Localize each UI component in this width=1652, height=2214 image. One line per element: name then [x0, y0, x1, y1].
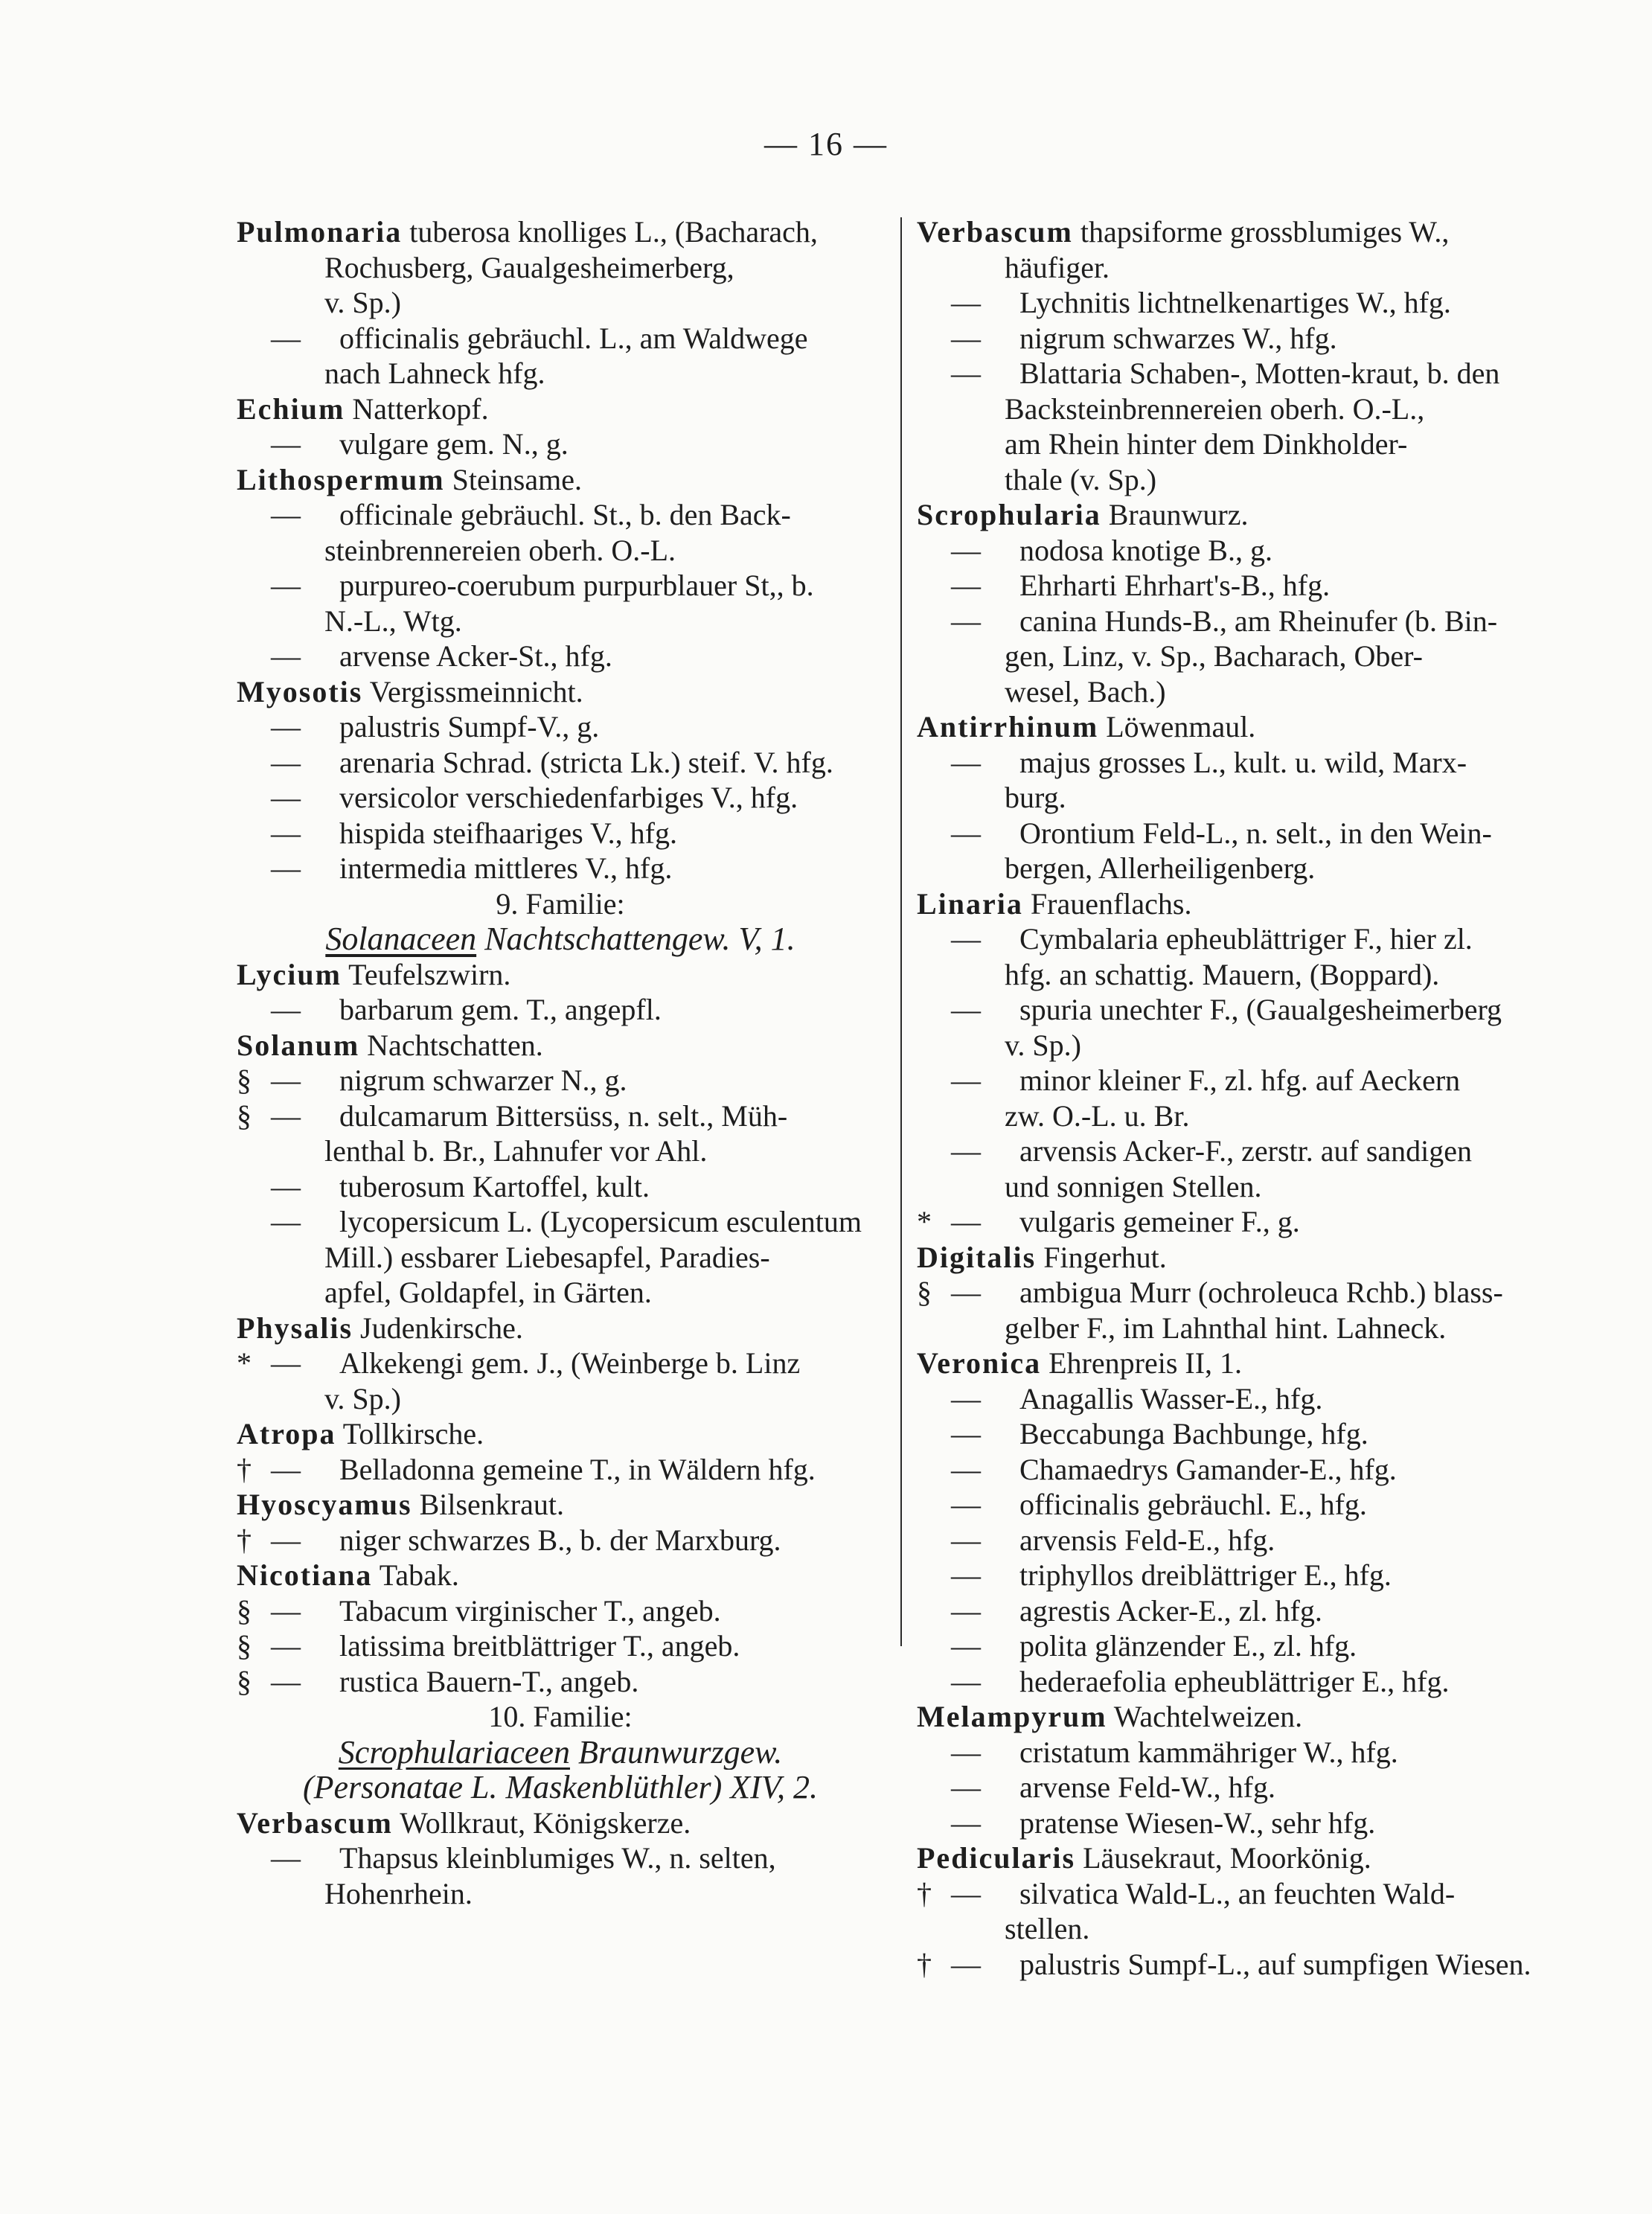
- species-text: arvense Acker-St., hfg.: [339, 639, 612, 673]
- dash-mark: —: [271, 639, 301, 673]
- species-entry: [917, 285, 1572, 321]
- genus-entry: [917, 1346, 1572, 1381]
- species-text: lycopersicum L. (Lycopersicum esculentum: [339, 1205, 862, 1238]
- family-subtitle: Braunwurzgew.: [569, 1734, 783, 1770]
- dash-mark: —: [951, 1276, 981, 1309]
- continuation-line: burg.: [1005, 781, 1066, 814]
- species-text: hederaefolia epheublättriger E., hfg.: [1019, 1664, 1450, 1698]
- dash-mark: —: [951, 569, 981, 602]
- dash-mark: —: [951, 816, 981, 850]
- continuation-line: lenthal b. Br., Lahnufer vor Ahl.: [324, 1134, 708, 1168]
- genus-entry: [917, 709, 1572, 745]
- genus-name: Nicotiana: [237, 1558, 373, 1592]
- dash-mark: —: [951, 1664, 981, 1698]
- common-name: Nachtschatten.: [359, 1028, 543, 1062]
- species-entry: [917, 1664, 1572, 1700]
- right-column: [917, 214, 1572, 1982]
- continuation-line: steinbrennereien oberh. O.-L.: [324, 533, 676, 567]
- genus-name: Digitalis: [917, 1240, 1037, 1274]
- common-name: Löwenmaul.: [1098, 710, 1256, 743]
- continuation-line: gen, Linz, v. Sp., Bacharach, Ober-: [1005, 639, 1423, 673]
- species-text: triphyllos dreiblättriger E., hfg.: [1019, 1558, 1392, 1592]
- page-number: — 16 —: [764, 126, 888, 162]
- common-name: tuberosa knolliges L., (Bacharach,: [402, 215, 818, 249]
- dash-mark: —: [951, 1629, 981, 1663]
- common-name: Frauenflachs.: [1022, 886, 1192, 921]
- dash-mark: —: [271, 1098, 301, 1133]
- species-entry: [237, 1204, 884, 1240]
- species-entry: [237, 1628, 884, 1664]
- species-entry: [917, 1876, 1572, 1912]
- genus-name: Antirrhinum: [917, 710, 1099, 743]
- species-entry: [237, 780, 884, 816]
- common-name: Judenkirsche.: [353, 1311, 523, 1345]
- continuation-line: zw. O.-L. u. Br.: [1005, 1098, 1190, 1133]
- species-text: palustris Sumpf-L., auf sumpfigen Wiesen.: [1019, 1947, 1531, 1981]
- genus-entry: [237, 1416, 884, 1452]
- status-mark: †: [917, 1876, 932, 1910]
- genus-entry: [237, 1558, 884, 1593]
- common-name: Wollkraut, Königskerze.: [392, 1805, 691, 1840]
- species-entry: [917, 1416, 1572, 1452]
- continuation-line: am Rhein hinter dem Dinkholder-: [1005, 427, 1408, 461]
- status-mark: §: [917, 1276, 932, 1309]
- species-text: Lychnitis lichtnelkenartiges W., hfg.: [1019, 286, 1451, 319]
- species-text: Tabacum virginischer T., angeb.: [339, 1593, 721, 1628]
- species-text: silvatica Wald-L., an feuchten Wald-: [1019, 1876, 1456, 1910]
- dash-mark: —: [951, 286, 981, 319]
- species-entry: [237, 1098, 884, 1134]
- species-entry: [917, 1452, 1572, 1488]
- status-mark: §: [237, 1629, 252, 1663]
- status-mark: §: [237, 1593, 252, 1628]
- family-heading: 9. Familie:: [496, 886, 625, 921]
- continuation-line: hfg. an schattig. Mauern, (Boppard).: [1005, 957, 1440, 991]
- species-entry: [237, 497, 884, 533]
- genus-entry: [237, 1487, 884, 1523]
- species-entry: [237, 1346, 884, 1381]
- dash-mark: —: [951, 1417, 981, 1450]
- species-text: nigrum schwarzes W., hfg.: [1019, 321, 1337, 355]
- dash-mark: —: [951, 1134, 981, 1168]
- dash-mark: —: [951, 993, 981, 1026]
- species-text: Cymbalaria epheublättriger F., hier zl.: [1019, 922, 1473, 956]
- species-entry: [917, 533, 1572, 569]
- species-text: officinalis gebräuchl. L., am Waldwege: [339, 321, 808, 355]
- genus-name: Atropa: [237, 1417, 336, 1450]
- species-text: arenaria Schrad. (stricta Lk.) steif. V. hfg.: [339, 745, 833, 779]
- species-text: agrestis Acker-E., zl. hfg.: [1019, 1593, 1322, 1628]
- species-text: barbarum gem. T., angepfl.: [339, 993, 662, 1026]
- species-entry: [917, 1204, 1572, 1240]
- status-mark: *: [237, 1346, 252, 1380]
- species-entry: [237, 816, 884, 851]
- species-entry: [917, 321, 1572, 356]
- dash-mark: —: [271, 498, 301, 531]
- dash-mark: —: [951, 1381, 981, 1415]
- genus-name: Myosotis: [237, 674, 363, 708]
- species-text: ambigua Murr (ochroleuca Rchb.) blass-: [1019, 1276, 1503, 1309]
- species-text: hispida steifhaariges V., hfg.: [339, 816, 678, 850]
- species-text: Chamaedrys Gamander-E., hfg.: [1019, 1452, 1397, 1486]
- genus-entry: [917, 1840, 1572, 1876]
- family-name: Scrophulariaceen: [338, 1734, 570, 1770]
- continuation-line: v. Sp.): [324, 286, 401, 319]
- dash-mark: —: [951, 1876, 981, 1910]
- dash-mark: —: [951, 1947, 981, 1981]
- species-entry: [917, 1063, 1572, 1098]
- species-entry: [917, 1275, 1572, 1311]
- common-name: Natterkopf.: [345, 391, 489, 426]
- dash-mark: —: [271, 1169, 301, 1203]
- species-text: officinale gebräuchl. St., b. den Back-: [339, 498, 791, 531]
- genus-entry: [917, 1240, 1572, 1276]
- dash-mark: —: [271, 745, 301, 779]
- family-heading: 10. Familie:: [488, 1700, 633, 1733]
- continuation-line: häufiger.: [1005, 250, 1110, 284]
- genus-entry: [237, 1805, 884, 1841]
- dash-mark: —: [271, 1346, 301, 1380]
- dash-mark: —: [271, 1523, 301, 1557]
- species-text: Anagallis Wasser-E., hfg.: [1019, 1381, 1323, 1415]
- species-entry: [237, 1452, 884, 1488]
- common-name: Ehrenpreis II, 1.: [1041, 1346, 1243, 1380]
- dash-mark: —: [951, 1770, 981, 1804]
- species-entry: [917, 1558, 1572, 1593]
- species-text: majus grosses L., kult. u. wild, Marx-: [1019, 745, 1467, 779]
- genus-entry: [917, 1699, 1572, 1735]
- common-name: Teufelszwirn.: [341, 957, 511, 991]
- dash-mark: —: [951, 321, 981, 355]
- species-entry: [237, 1063, 884, 1098]
- dash-mark: —: [951, 1523, 981, 1557]
- family-subtitle: Nachtschattengew. V, 1.: [476, 921, 795, 957]
- continuation-line: wesel, Bach.): [1005, 674, 1166, 708]
- species-text: Orontium Feld-L., n. selt., in den Wein-: [1019, 816, 1492, 850]
- continuation-line: nach Lahneck hfg.: [324, 356, 545, 390]
- species-entry: [917, 1947, 1572, 1983]
- family-name: Solanaceen: [325, 921, 477, 957]
- continuation-line: v. Sp.): [1005, 1028, 1081, 1062]
- species-text: Beccabunga Bachbunge, hfg.: [1019, 1417, 1368, 1450]
- genus-name: Verbascum: [917, 215, 1073, 249]
- dash-mark: —: [951, 1452, 981, 1486]
- genus-name: Lithospermum: [237, 462, 445, 496]
- continuation-line: Rochusberg, Gaualgesheimerberg,: [324, 250, 734, 284]
- common-name: Vergissmeinnicht.: [362, 674, 583, 708]
- common-name: Tollkirsche.: [336, 1417, 484, 1450]
- species-entry: [237, 1840, 884, 1876]
- status-mark: †: [237, 1523, 252, 1557]
- species-text: versicolor verschiedenfarbiges V., hfg.: [339, 781, 798, 814]
- common-name: Tabak.: [372, 1558, 459, 1592]
- dash-mark: —: [271, 1593, 301, 1628]
- status-mark: §: [237, 1098, 252, 1133]
- genus-entry: [237, 391, 884, 427]
- genus-name: Linaria: [917, 886, 1023, 921]
- species-text: spuria unechter F., (Gaualgesheimerberg: [1019, 993, 1502, 1026]
- species-entry: [917, 1593, 1572, 1629]
- dash-mark: —: [271, 993, 301, 1026]
- species-text: Thapsus kleinblumiges W., n. selten,: [339, 1841, 776, 1875]
- continuation-line: stellen.: [1005, 1912, 1090, 1945]
- dash-mark: —: [951, 1063, 981, 1097]
- dash-mark: —: [951, 1805, 981, 1840]
- species-text: rustica Bauern-T., angeb.: [339, 1664, 639, 1698]
- species-entry: [237, 992, 884, 1028]
- family-subtitle: (Personatae L. Maskenblüthler) XIV, 2.: [302, 1770, 819, 1805]
- continuation-line: v. Sp.): [324, 1381, 401, 1415]
- species-entry: [237, 851, 884, 886]
- species-entry: [237, 1523, 884, 1558]
- common-name: Läusekraut, Moorkönig.: [1075, 1841, 1371, 1875]
- dash-mark: —: [271, 1664, 301, 1698]
- species-entry: [237, 1593, 884, 1629]
- genus-name: Pedicularis: [917, 1841, 1076, 1875]
- status-mark: †: [237, 1452, 252, 1486]
- species-entry: [917, 1770, 1572, 1805]
- dash-mark: —: [271, 1205, 301, 1238]
- genus-name: Physalis: [237, 1311, 353, 1345]
- dash-mark: —: [271, 816, 301, 850]
- dash-mark: —: [951, 533, 981, 567]
- species-entry: [917, 568, 1572, 604]
- species-text: officinalis gebräuchl. E., hfg.: [1019, 1488, 1367, 1521]
- genus-entry: [237, 1311, 884, 1346]
- species-text: niger schwarzes B., b. der Marxburg.: [339, 1523, 781, 1557]
- dash-mark: —: [271, 710, 301, 743]
- common-name: Fingerhut.: [1036, 1240, 1167, 1274]
- genus-entry: [237, 462, 884, 498]
- genus-name: Echium: [237, 391, 345, 426]
- continuation-line: gelber F., im Lahnthal hint. Lahneck.: [1005, 1311, 1447, 1345]
- species-text: Alkekengi gem. J., (Weinberge b. Linz: [339, 1346, 801, 1380]
- genus-entry: [917, 214, 1572, 250]
- species-entry: [917, 1381, 1572, 1417]
- dash-mark: —: [271, 851, 301, 885]
- dash-mark: —: [951, 1205, 981, 1238]
- species-text: Blattaria Schaben-, Motten-kraut, b. den: [1019, 356, 1500, 390]
- species-entry: [917, 1628, 1572, 1664]
- species-entry: [917, 992, 1572, 1028]
- genus-name: Lycium: [237, 957, 342, 991]
- species-entry: [237, 426, 884, 462]
- status-mark: §: [237, 1063, 252, 1097]
- common-name: Wachtelweizen.: [1107, 1700, 1303, 1733]
- species-text: vulgare gem. N., g.: [339, 427, 569, 461]
- species-entry: [917, 816, 1572, 851]
- continuation-line: thale (v. Sp.): [1005, 462, 1157, 496]
- genus-name: Verbascum: [237, 1805, 393, 1840]
- genus-name: Veronica: [917, 1346, 1042, 1380]
- status-mark: †: [917, 1947, 932, 1981]
- species-text: latissima breitblättriger T., angeb.: [339, 1629, 740, 1663]
- species-entry: [917, 745, 1572, 781]
- continuation-line: N.-L., Wtg.: [324, 604, 462, 638]
- dash-mark: —: [271, 781, 301, 814]
- species-entry: [917, 921, 1572, 957]
- species-text: Belladonna gemeine T., in Wäldern hfg.: [339, 1452, 816, 1486]
- genus-entry: [917, 497, 1572, 533]
- continuation-line: und sonnigen Stellen.: [1005, 1169, 1262, 1203]
- species-text: canina Hunds-B., am Rheinufer (b. Bin-: [1019, 604, 1498, 638]
- species-text: nodosa knotige B., g.: [1019, 533, 1272, 567]
- dash-mark: —: [271, 1063, 301, 1097]
- common-name: Braunwurz.: [1101, 498, 1249, 531]
- species-text: Ehrharti Ehrhart's-B., hfg.: [1019, 569, 1331, 602]
- species-text: vulgaris gemeiner F., g.: [1019, 1205, 1300, 1238]
- dash-mark: —: [951, 1558, 981, 1592]
- dash-mark: —: [271, 427, 301, 461]
- family-title: [237, 1770, 884, 1805]
- continuation-line: Mill.) essbarer Liebesapfel, Paradies-: [324, 1240, 770, 1274]
- dash-mark: —: [951, 604, 981, 638]
- common-name: Steinsame.: [444, 462, 582, 496]
- genus-entry: [237, 674, 884, 710]
- continuation-line: Hohenrhein.: [324, 1876, 473, 1910]
- genus-name: Melampyrum: [917, 1700, 1107, 1733]
- continuation-line: Backsteinbrennereien oberh. O.-L.,: [1005, 391, 1425, 426]
- species-entry: [917, 1805, 1572, 1841]
- genus-entry: [237, 214, 884, 250]
- species-text: tuberosum Kartoffel, kult.: [339, 1169, 650, 1203]
- species-text: dulcamarum Bittersüss, n. selt., Müh-: [339, 1098, 788, 1133]
- species-text: purpureo-coerubum purpurblauer St,, b.: [339, 569, 814, 602]
- column-divider: [900, 217, 902, 1646]
- species-entry: [917, 356, 1572, 391]
- species-entry: [237, 321, 884, 356]
- species-text: arvense Feld-W., hfg.: [1019, 1770, 1275, 1804]
- family-title: [237, 921, 884, 957]
- species-entry: [917, 1487, 1572, 1523]
- dash-mark: —: [271, 1452, 301, 1486]
- species-text: intermedia mittleres V., hfg.: [339, 851, 673, 885]
- species-text: minor kleiner F., zl. hfg. auf Aeckern: [1019, 1063, 1461, 1097]
- species-entry: [237, 639, 884, 674]
- species-entry: [917, 1735, 1572, 1770]
- species-text: arvensis Acker-F., zerstr. auf sandigen: [1019, 1134, 1473, 1168]
- genus-name: Pulmonaria: [237, 215, 403, 249]
- continuation-line: bergen, Allerheiligenberg.: [1005, 851, 1316, 885]
- species-entry: [917, 604, 1572, 639]
- common-name: Bilsenkraut.: [412, 1488, 564, 1521]
- genus-name: Solanum: [237, 1028, 360, 1062]
- species-entry: [237, 1664, 884, 1700]
- dash-mark: —: [951, 745, 981, 779]
- dash-mark: —: [271, 1841, 301, 1875]
- genus-entry: [917, 886, 1572, 922]
- dash-mark: —: [951, 1488, 981, 1521]
- left-column: [237, 214, 884, 1911]
- species-text: arvensis Feld-E., hfg.: [1019, 1523, 1275, 1557]
- species-entry: [237, 568, 884, 604]
- species-entry: [237, 709, 884, 745]
- continuation-line: apfel, Goldapfel, in Gärten.: [324, 1276, 652, 1309]
- common-name: thapsiforme grossblumiges W.,: [1072, 215, 1450, 249]
- family-title: [237, 1735, 884, 1770]
- status-mark: §: [237, 1664, 252, 1698]
- dash-mark: —: [271, 321, 301, 355]
- species-entry: [237, 745, 884, 781]
- species-text: pratense Wiesen-W., sehr hfg.: [1019, 1805, 1376, 1840]
- species-entry: [917, 1133, 1572, 1169]
- species-entry: [917, 1523, 1572, 1558]
- genus-name: Hyoscyamus: [237, 1488, 412, 1521]
- species-text: nigrum schwarzer N., g.: [339, 1063, 627, 1097]
- dash-mark: —: [271, 1629, 301, 1663]
- genus-entry: [237, 957, 884, 993]
- dash-mark: —: [951, 356, 981, 390]
- genus-entry: [237, 1028, 884, 1063]
- dash-mark: —: [951, 922, 981, 956]
- species-entry: [237, 1169, 884, 1205]
- genus-name: Scrophularia: [917, 498, 1101, 531]
- dash-mark: —: [951, 1735, 981, 1769]
- dash-mark: —: [951, 1593, 981, 1628]
- dash-mark: —: [271, 569, 301, 602]
- species-text: palustris Sumpf-V., g.: [339, 710, 600, 743]
- status-mark: *: [917, 1205, 932, 1238]
- species-text: cristatum kammähriger W., hfg.: [1019, 1735, 1398, 1769]
- species-text: polita glänzender E., zl. hfg.: [1019, 1629, 1357, 1663]
